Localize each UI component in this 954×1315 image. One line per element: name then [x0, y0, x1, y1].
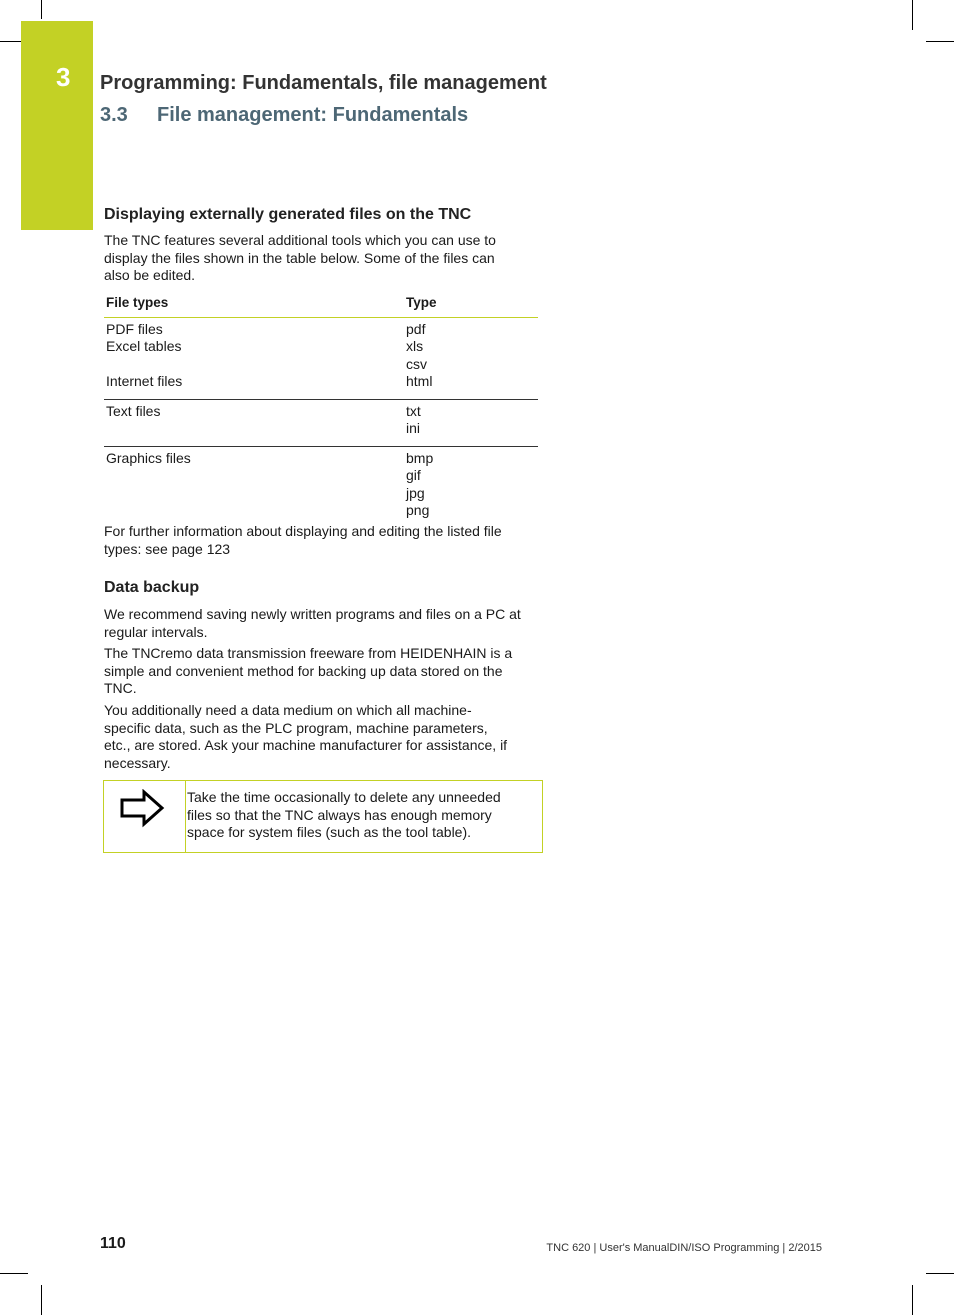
file-type-name: Excel tables	[106, 338, 182, 354]
section-number: 3.3	[100, 104, 128, 126]
file-type-name	[106, 485, 402, 503]
file-type-name: PDF files	[106, 320, 163, 337]
file-types-table	[104, 292, 538, 528]
table-row	[104, 399, 538, 446]
text-line: For further information about displaying and editing the listed file	[104, 523, 502, 539]
text-line: files so that the TNC always has enough memory	[187, 806, 492, 823]
file-type-name: Internet files	[106, 373, 183, 389]
column-header-file-types: File types	[104, 292, 404, 317]
further-info-paragraph	[104, 523, 544, 558]
text-line: types: see page 123	[104, 540, 231, 557]
file-extension: csv	[406, 355, 427, 372]
extensions-cell	[404, 317, 538, 399]
file-extension: txt	[406, 402, 421, 419]
backup-paragraph-2	[104, 645, 544, 698]
heading-displaying-files: Displaying externally generated files on the TNC	[104, 206, 472, 223]
column-header-type: Type	[404, 292, 538, 317]
file-type-names-cell	[104, 317, 404, 399]
file-type-name: Text files	[106, 402, 161, 419]
extensions-cell	[404, 399, 538, 446]
text-line: The TNC features several additional tools which you can use to	[104, 232, 496, 248]
text-line: We recommend saving newly written programs and files on a PC at	[104, 606, 521, 622]
text-line: simple and convenient method for backing up data stored on the	[104, 662, 503, 679]
crop-mark	[41, 0, 42, 19]
extensions-cell	[404, 446, 538, 528]
file-type-name	[106, 420, 402, 438]
arrow-right-icon	[118, 789, 166, 829]
file-extension: jpg	[406, 484, 425, 501]
table-row	[104, 317, 538, 399]
backup-paragraph-3	[104, 702, 544, 772]
file-extension: xls	[406, 338, 424, 354]
crop-mark	[912, 1285, 913, 1315]
text-line: space for system files (such as the tool table).	[187, 824, 472, 840]
text-line: specific data, such as the PLC program, machine parameters,	[104, 719, 488, 736]
crop-mark	[926, 41, 954, 42]
text-line: You additionally need a data medium on which all machine-	[104, 702, 472, 718]
file-extension: bmp	[406, 449, 434, 466]
crop-mark	[41, 1285, 42, 1315]
file-extension: gif	[406, 467, 421, 483]
file-type-name	[106, 502, 402, 520]
chapter-title: Programming: Fundamentals, file management	[100, 72, 547, 94]
backup-paragraph-1	[104, 606, 544, 641]
text-line: TNC.	[104, 680, 137, 696]
text-line: regular intervals.	[104, 623, 208, 640]
text-line: Take the time occasionally to delete any unneeded	[187, 789, 501, 805]
file-extension: png	[406, 502, 430, 518]
text-line: necessary.	[104, 754, 171, 771]
crop-mark	[912, 0, 913, 30]
footer-text: TNC 620 | User's ManualDIN/ISO Programming | 2/2015	[546, 1242, 822, 1254]
file-type-name	[106, 467, 402, 485]
crop-mark	[0, 1273, 28, 1274]
section-title: File management: Fundamentals	[157, 104, 469, 126]
chapter-number: 3	[56, 62, 71, 92]
chapter-tab	[21, 21, 93, 230]
file-type-name: Graphics files	[106, 449, 191, 466]
file-extension: pdf	[406, 320, 426, 337]
file-type-names-cell	[104, 399, 404, 446]
page-number: 110	[100, 1235, 126, 1252]
file-type-names-cell	[104, 446, 404, 528]
crop-mark	[0, 41, 21, 42]
file-extension: html	[406, 373, 433, 389]
note-divider	[185, 781, 186, 852]
text-line: The TNCremo data transmission freeware from HEIDENHAIN is a	[104, 645, 513, 661]
note-text	[187, 789, 527, 842]
heading-data-backup: Data backup	[104, 579, 200, 596]
text-line: display the files shown in the table below. Some of the files can	[104, 249, 495, 266]
crop-mark	[926, 1273, 954, 1274]
table-row	[104, 446, 538, 528]
note-box	[103, 780, 543, 853]
file-type-name	[106, 356, 402, 374]
text-line: also be edited.	[104, 267, 196, 283]
file-extension: ini	[406, 420, 421, 436]
text-line: etc., are stored. Ask your machine manufacturer for assistance, if	[104, 737, 508, 753]
intro-paragraph	[104, 232, 544, 285]
table-header-row	[104, 292, 538, 317]
